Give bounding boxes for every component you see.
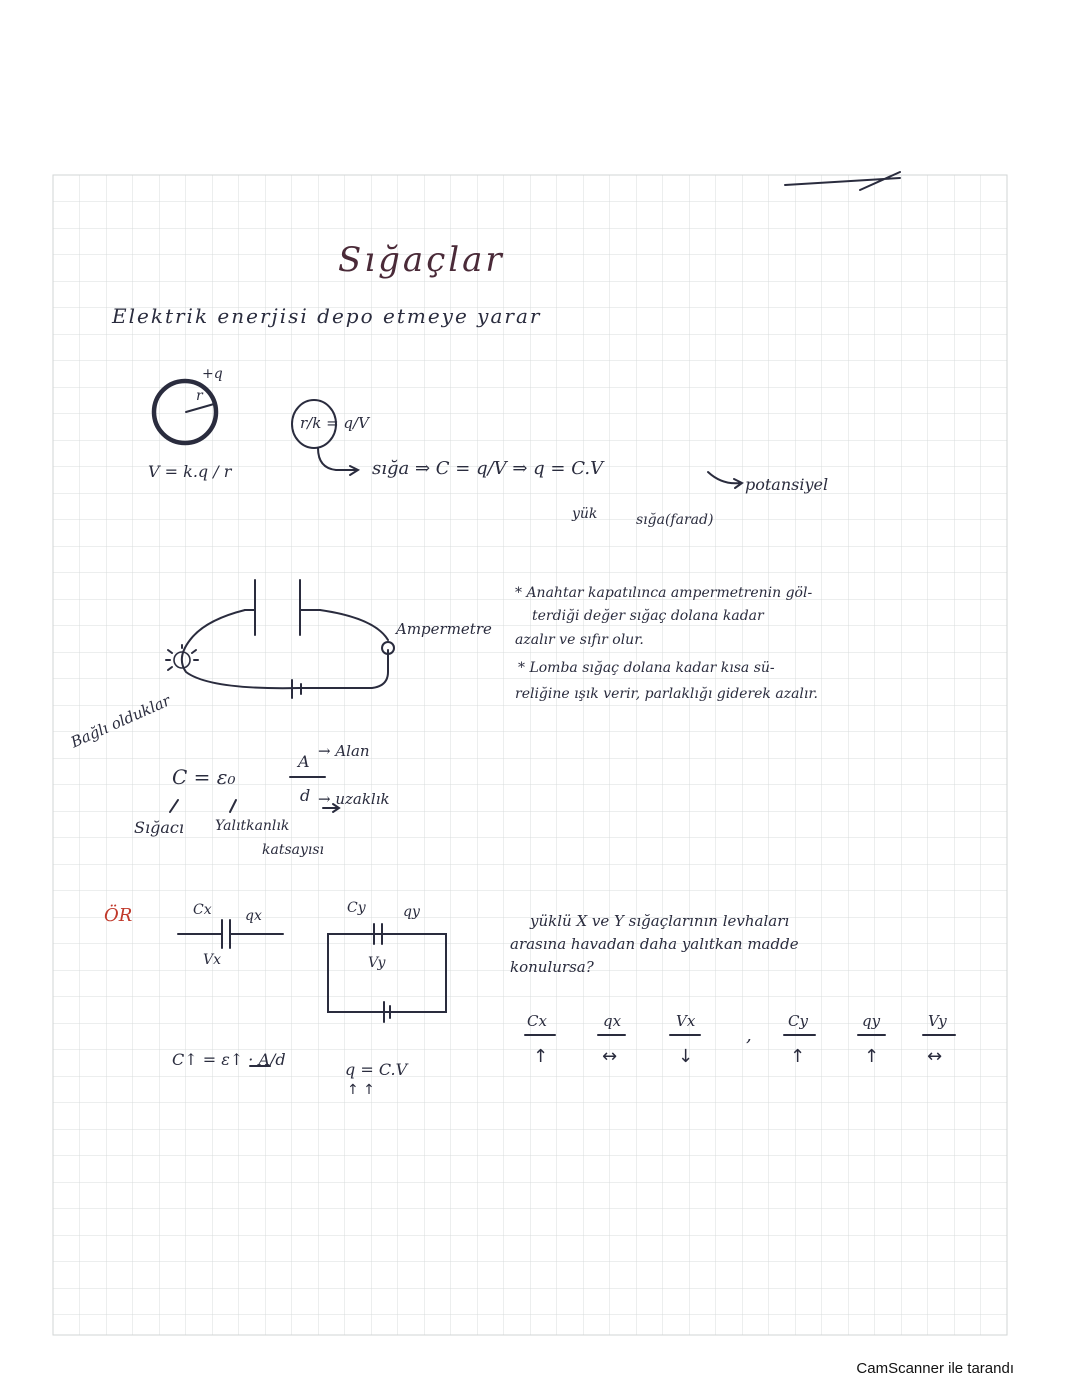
table-label-qy: qy [862, 1012, 881, 1030]
cy-label: Cy [347, 900, 366, 916]
distance-label: → uzaklık [318, 790, 390, 808]
circuit-note-5: reliğine ışık verir, parlaklığı giderek azalır. [515, 686, 818, 702]
ratio-formula: r/k = q/V [300, 414, 369, 432]
table-arrow-cx: ↑ [533, 1046, 549, 1067]
capacitance-formula: C = ε₀ [172, 765, 236, 789]
intro-text: Elektrik enerjisi depo etmeye yarar [112, 304, 542, 328]
circuit-note-1: * Anahtar kapatılınca ampermetrenin göl- [515, 585, 813, 601]
formula-numerator: A [298, 752, 310, 771]
table-separator: , [746, 1025, 752, 1046]
potential-label: potansiyel [745, 475, 829, 494]
sphere-charge-label: +q [202, 366, 223, 382]
equation-1: C↑ = ε↑ · A/d [172, 1050, 286, 1069]
sphere-radius-label: r [196, 388, 203, 404]
formula-denominator: d [300, 786, 311, 805]
question-line-3: konulursa? [510, 958, 594, 976]
table-arrow-vx: ↓ [678, 1046, 694, 1067]
capacitance-chain: sığa ⇒ C = q/V ⇒ q = C.V [372, 458, 604, 479]
equation-2-arrows: ↑ ↑ [347, 1082, 375, 1098]
equation-2: q = C.V [345, 1060, 408, 1079]
farad-label: sığa(farad) [636, 512, 714, 528]
example-tag: ÖR [104, 905, 133, 926]
ammeter-label: Ampermetre [396, 620, 492, 638]
table-arrow-cy: ↑ [790, 1046, 806, 1067]
vx-label: Vx [203, 952, 222, 968]
table-label-qx: qx [603, 1012, 622, 1030]
insulation-word: Yalıtkanlık [215, 818, 290, 834]
grid-paper [53, 175, 1007, 1335]
question-line-1: yüklü X ve Y sığaçlarının levhaları [530, 912, 790, 930]
question-line-2: arasına havadan daha yalıtkan madde [510, 935, 799, 953]
qy-label: qy [403, 904, 420, 920]
table-label-vx: Vx [676, 1012, 696, 1030]
table-arrow-vy: ↔ [927, 1046, 943, 1067]
table-label-cx: Cx [527, 1012, 547, 1030]
coefficient-word: katsayısı [262, 842, 325, 858]
watermark: CamScanner ile tarandı [856, 1360, 1014, 1377]
circuit-note-2: terdiği değer sığaç dolana kadar [532, 608, 764, 624]
table-label-vy: Vy [928, 1012, 947, 1030]
area-label: → Alan [318, 742, 370, 760]
cx-label: Cx [193, 902, 212, 918]
vy-label: Vy [368, 955, 386, 971]
table-label-cy: Cy [788, 1012, 808, 1030]
table-arrow-qy: ↑ [864, 1046, 880, 1067]
circuit-note-3: azalır ve sıfır olur. [515, 632, 644, 648]
page-title: Sığaçlar [338, 240, 505, 280]
charge-label: yük [572, 506, 598, 522]
circuit-note-4: * Lomba sığaç dolana kadar kısa sü- [518, 660, 775, 676]
capacitance-word: Sığacı [134, 818, 184, 837]
side-label: Bağlı olduklar [68, 691, 174, 752]
table-arrow-qx: ↔ [602, 1046, 618, 1067]
qx-label: qx [245, 908, 262, 924]
potential-formula: V = k.q / r [148, 462, 232, 481]
